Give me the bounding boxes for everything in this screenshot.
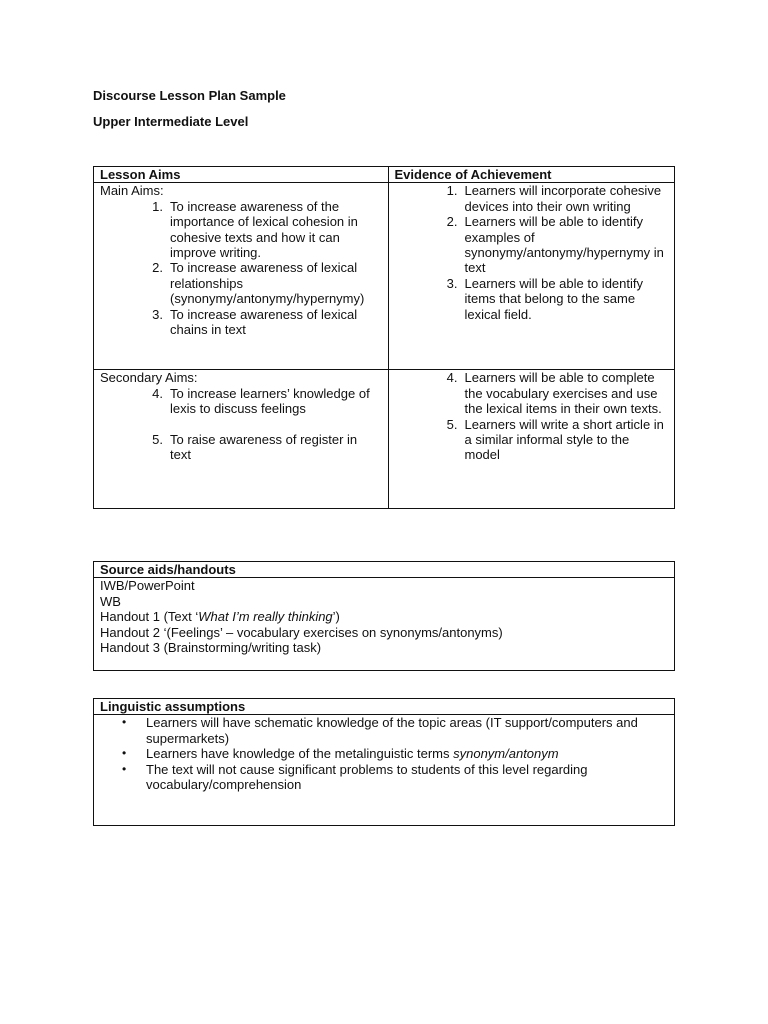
evidence-item: 5. Learners will write a short article in a similar informal style to the model: [446, 416, 664, 463]
evidence-item: 4. Learners will be able to complete the vocabulary exercises and use the lexical items in their own texts.: [446, 370, 662, 417]
source-item: IWB/PowerPoint: [100, 578, 195, 594]
aim-item: 2. To increase awareness of lexical relationships (synonymy/antonymy/hypernymy): [152, 260, 365, 307]
secondary-aims-label: Secondary Aims:: [100, 370, 198, 386]
main-aims-label: Main Aims:: [100, 183, 164, 199]
source-item: Handout 2 ‘(Feelings’ – vocabulary exercises on synonyms/antonyms): [100, 624, 503, 640]
source-item: WB: [100, 593, 121, 609]
source-aids-list: [94, 578, 675, 671]
aim-item: 5. To raise awareness of register in text: [152, 432, 358, 463]
header-linguistic-assumptions: Linguistic assumptions: [94, 699, 675, 715]
secondary-aims-cell: [94, 370, 389, 509]
assumption-item: • Learners will have schematic knowledge of the topic areas (IT support/computers and supermarkets): [100, 715, 668, 746]
header-lesson-aims: Lesson Aims: [94, 167, 389, 183]
document-level: Upper Intermediate Level: [93, 114, 249, 129]
evidence-item: 3. Learners will be able to identify items that belong to the same lexical field.: [446, 275, 643, 322]
header-source-aids: Source aids/handouts: [94, 562, 675, 578]
secondary-evidence-cell: [388, 370, 675, 509]
lesson-aims-table: [93, 166, 675, 509]
document-title: Discourse Lesson Plan Sample: [93, 88, 286, 103]
assumption-item: • Learners have knowledge of the metalinguistic terms synonym/antonym: [100, 746, 668, 761]
assumption-item: • The text will not cause significant problems to students of this level regarding vocabulary/comprehension: [100, 762, 668, 793]
source-aids-table: [93, 561, 675, 671]
aim-item: 4. To increase learners’ knowledge of lexis to discuss feelings: [152, 385, 370, 417]
aim-item: 3. To increase awareness of lexical chains in text: [152, 306, 358, 338]
main-aims-cell: [94, 183, 389, 370]
source-item: Handout 1 (Text ‘What I’m really thinking’): [100, 609, 340, 625]
evidence-item: 2. Learners will be able to identify examples of synonymy/antonymy/hypernymy in text: [446, 214, 664, 276]
main-evidence-cell: [388, 183, 675, 370]
linguistic-assumptions-list: [94, 715, 675, 826]
evidence-item: 1. Learners will incorporate cohesive devices into their own writing: [446, 183, 662, 214]
linguistic-assumptions-table: [93, 698, 675, 826]
aim-item: 1. To increase awareness of the importance of lexical cohesion in cohesive texts and how it can improve writing.: [152, 198, 358, 261]
header-evidence-of-achievement: Evidence of Achievement: [388, 167, 675, 183]
source-item: Handout 3 (Brainstorming/writing task): [100, 640, 322, 656]
